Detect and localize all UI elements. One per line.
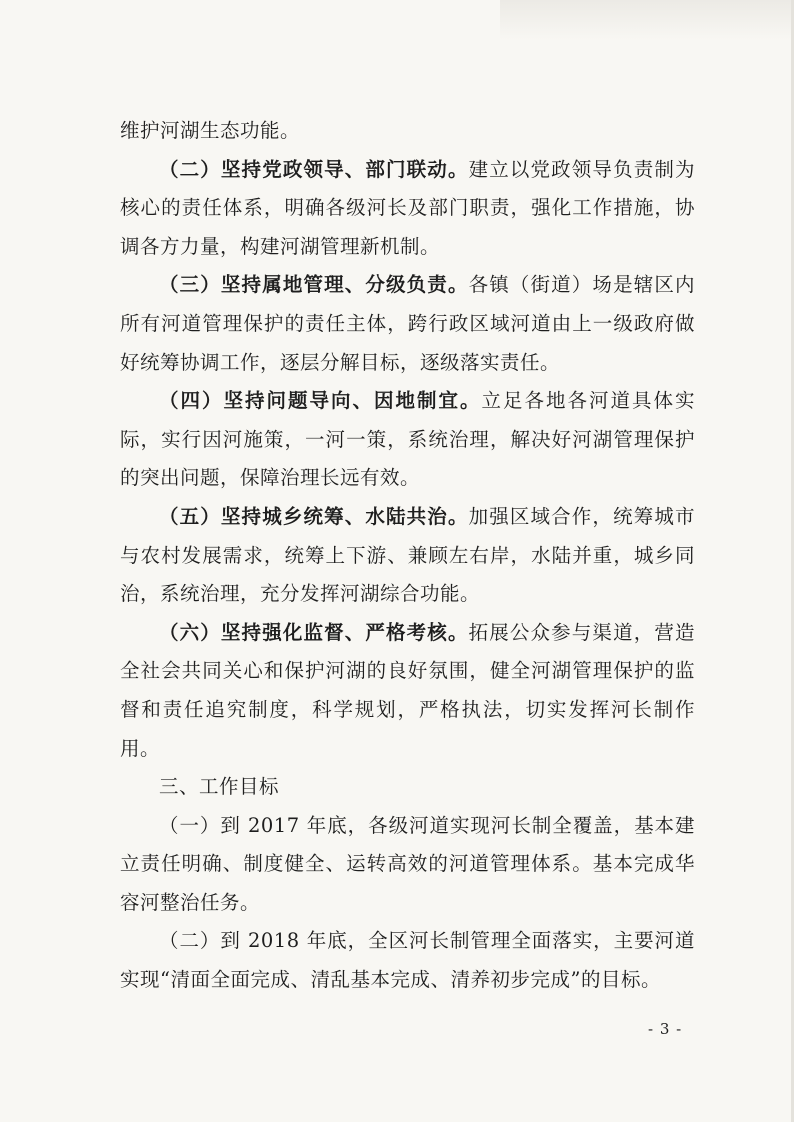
paragraph-principle-2 <box>120 151 695 267</box>
paragraph-goal-2: （二）到 2018 年底，全区河长制管理全面落实，主要河道实现“清面全面完成、清乱基本完成、清养初步完成”的目标。 <box>120 929 695 992</box>
paragraph-lead: （六）坚持强化监督、严格考核。 <box>159 620 469 644</box>
paragraph-continuation <box>120 112 695 151</box>
page-number: - 3 - <box>648 1020 683 1038</box>
paragraph-lead: （二）坚持党政领导、部门联动。 <box>159 157 469 181</box>
paragraph-body: 各镇（街道）场是辖区内所有河道管理保护的责任主体，跨行政区域河道由上一级政府做好统筹协调工作，逐层分解目标，逐级落实责任。 <box>120 273 695 374</box>
document-body <box>120 112 695 1000</box>
paragraph-lead: （五）坚持城乡统筹、水陆共治。 <box>159 504 469 528</box>
paragraph-lead: （三）坚持属地管理、分级负责。 <box>159 273 469 297</box>
paragraph-lead: （四）坚持问题导向、因地制宜。 <box>159 389 482 413</box>
paragraph-body: 拓展公众参与渠道，营造全社会共同关心和保护河湖的良好氛围，健全河湖管理保护的监督和责任追究制度，科学规划，严格执法，切实发挥河长制作用。 <box>120 620 695 760</box>
paragraph-principle-6 <box>120 614 695 768</box>
paragraph-principle-3 <box>120 266 695 382</box>
paragraph-body: 建立以党政领导负责制为核心的责任体系，明确各级河长及部门职责，强化工作措施，协调各方力量，构建河湖管理新机制。 <box>120 157 695 258</box>
section-heading: 三、工作目标 <box>159 775 280 799</box>
paragraph-goal-1: （一）到 2017 年底，各级河道实现河长制全覆盖，基本建立责任明确、制度健全、运转高效的河道管理体系。基本完成华容河整治任务。 <box>120 813 695 914</box>
paragraph-principle-5 <box>120 498 695 614</box>
paragraph-principle-4 <box>120 382 695 498</box>
paragraph-body: 立足各地各河道具体实际，实行因河施策，一河一策，系统治理，解决好河湖管理保护的突出问题，保障治理长远有效。 <box>120 389 695 490</box>
scan-shadow <box>500 0 794 40</box>
paragraph-body: 加强区域合作，统筹城市与农村发展需求，统筹上下游、兼顾左右岸，水陆并重，城乡同治，系统治理，充分发挥河湖综合功能。 <box>120 504 695 606</box>
paragraph-body: 维护河湖生态功能。 <box>120 119 301 142</box>
